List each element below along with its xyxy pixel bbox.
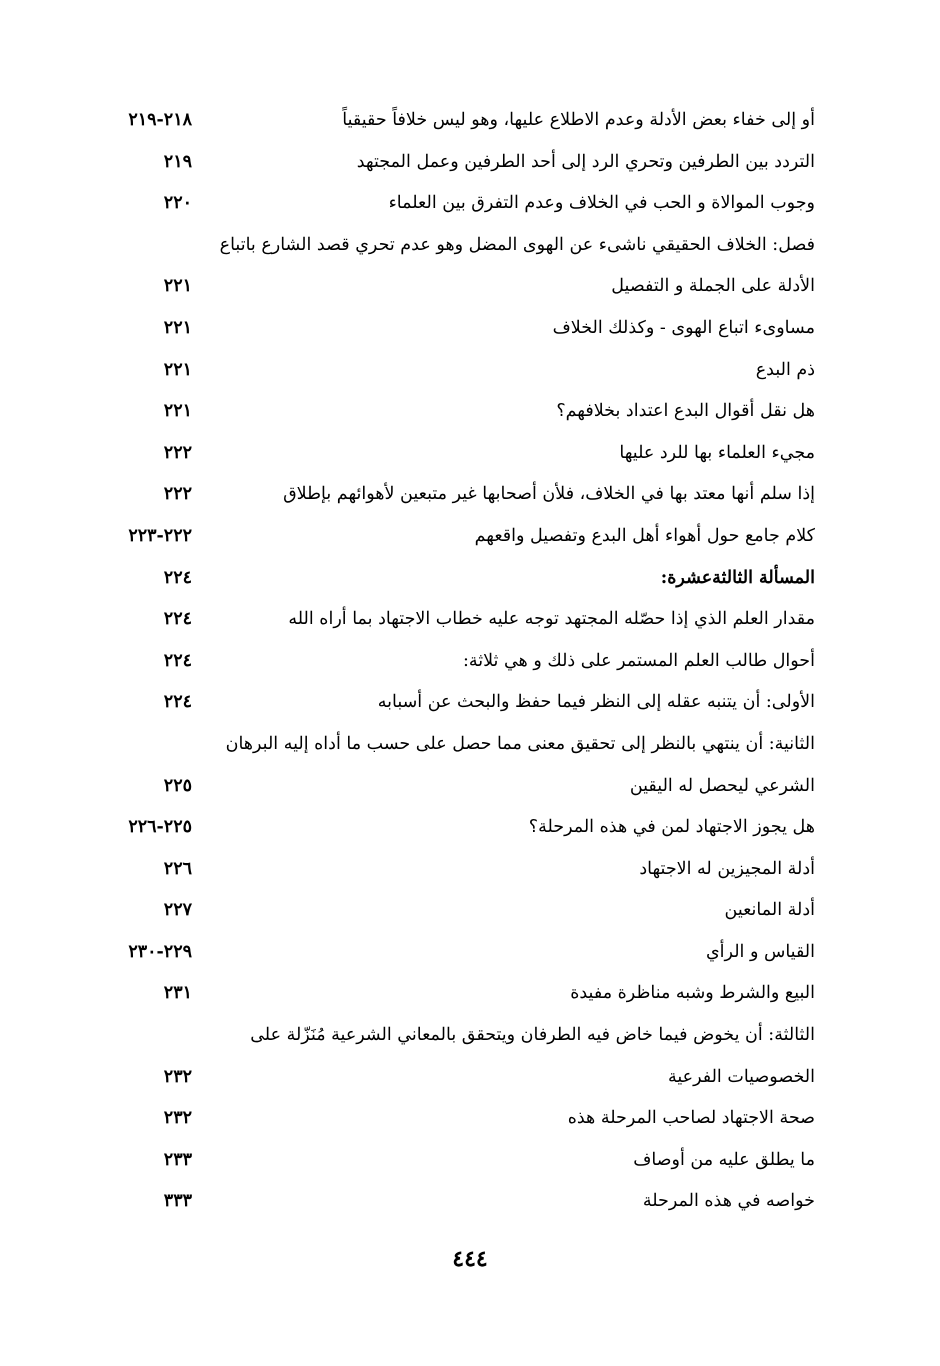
toc-entry [100,641,815,683]
toc-entry-page: ٢٣٢ [163,1108,192,1129]
toc-entry-page: ٢٢٧ [163,900,192,921]
toc-entry [100,558,815,600]
toc-entry-page: ٢٢٢-٢٢٣ [128,525,192,546]
toc-entry [100,973,815,1015]
toc-entry-title: أدلة المانعين [724,900,815,921]
toc-entry-page: ٢٢٤ [163,567,192,588]
toc-entry [100,1098,815,1140]
toc-entry-title: فصل: الخلاف الحقيقي ناشىء عن الهوى المضل وهو عدم تحري قصد الشارع باتباع [219,234,815,255]
toc-entry [100,724,815,766]
toc-entry [100,807,815,849]
toc-entry [100,266,815,308]
toc-entry [100,1015,815,1057]
toc-entry-page: ٢٣١ [163,983,192,1004]
toc-entry-page: ٢٢١ [163,276,192,297]
toc-entry-page: ٢٢١ [163,317,192,338]
toc-entry-page: ٢٢١ [163,359,192,380]
toc-entry-page: ٢٢١ [163,401,192,422]
toc-entry [100,183,815,225]
toc-entry-page: ٢٣٢ [163,1066,192,1087]
toc-entry-title: ما يطلق عليه من أوصاف [633,1149,815,1170]
toc-entry-title: الأولى: أن يتنبه عقله إلى النظر فيما حفظ والبحث عن أسبابه [377,692,815,713]
toc-entry [100,308,815,350]
toc-entry-title: الخصوصيات الفرعية [667,1066,815,1087]
toc-entry-title: الأدلة على الجملة و التفصيل [611,276,815,297]
toc-entry [100,516,815,558]
toc-entry-page: ٢٢٦ [163,858,192,879]
toc-entry [100,142,815,184]
toc-entry-title: مقدار العلم الذي إذا حصّله المجتهد توجه عليه خطاب الاجتهاد بما أراه الله [288,609,815,630]
toc-entry-page: ٢٢٤ [163,609,192,630]
toc-entry-title: وجوب الموالاة و الحب في الخلاف وعدم التفرق بين العلماء [388,193,815,214]
toc-entry [100,350,815,392]
toc-entry [100,890,815,932]
toc-entry-page: ٢٣٣ [163,1149,192,1170]
toc-section-heading: المسألة الثالثةعشرة: [660,567,815,588]
toc-entry-page: ٢٢٢ [163,484,192,505]
toc-entry-title: التردد بين الطرفين وتحري الرد إلى أحد الطرفين وعمل المجتهد [356,151,815,172]
toc-entry-page: ٢٢٩-٢٣٠ [128,941,192,962]
toc-entry-title: أو إلى خفاء بعض الأدلة وعدم الاطلاع عليها، وهو ليس خلافاً حقيقياً [342,110,815,130]
toc-entry-title: أحوال طالب العلم المستمر على ذلك و هي ثلاثة: [462,650,815,671]
toc-entry [100,766,815,808]
toc-entry-page: ٢٢٢ [163,442,192,463]
toc-entry-title: إذا سلم أنها معتد بها في الخلاف، فلأن أصحابها غير متبعين لأهوائهم بإطلاق [283,484,815,505]
toc-entry-title: هل يجوز الاجتهاد لمن في هذه المرحلة؟ [528,817,815,838]
toc-entry [100,682,815,724]
toc-entry [100,391,815,433]
toc-entry-title: الثانية: أن ينتهي بالنظر إلى تحقيق معنى مما حصل على حسب ما أداه إليه البرهان [225,733,815,754]
toc-entry [100,1057,815,1099]
toc-entry-page: ٢٢٠ [163,193,192,214]
toc-entry-title: أدلة المجيزين له الاجتهاد [639,858,815,879]
toc-entry [100,932,815,974]
toc-entry [100,474,815,516]
toc-entry-title: هل نقل أقوال البدع اعتداد بخلافهم؟ [556,401,815,422]
toc-entry-title: ذم البدع [755,359,815,380]
toc-entry-page: ٣٣٣ [163,1191,192,1212]
toc-entry [100,433,815,475]
table-of-contents [100,100,815,1223]
toc-entry-page: ٢٢٥ [163,775,192,796]
toc-entry-page: ٢٢٤ [163,650,192,671]
toc-entry-title: كلام جامع حول أهواء أهل البدع وتفصيل واقعهم [474,525,815,546]
toc-entry-page: ٢٢٥-٢٢٦ [128,817,192,838]
toc-entry-title: الشرعي ليحصل له اليقين [629,775,815,796]
toc-entry [100,100,815,142]
toc-entry-page: ٢٢٤ [163,692,192,713]
toc-entry-title: صحة الاجتهاد لصاحب المرحلة هذه [567,1108,815,1129]
toc-entry [100,225,815,267]
toc-entry [100,1140,815,1182]
toc-entry [100,849,815,891]
page-number: ٤٤٤ [452,1246,488,1272]
toc-entry-page: ٢١٩ [163,151,192,172]
toc-entry [100,599,815,641]
toc-entry-title: الثالثة: أن يخوض فيما خاض فيه الطرفان ويتحقق بالمعاني الشرعية مُنَزّلة على [250,1025,815,1046]
toc-entry-title: القياس و الرأي [705,941,815,962]
toc-entry-title: خواصه في هذه المرحلة [642,1191,815,1212]
toc-entry [100,1181,815,1223]
toc-entry-page: ٢١٨-٢١٩ [128,110,192,130]
toc-entry-title: مجيء العلماء بها للرد عليها [619,442,815,463]
toc-entry-title: مساوىء اتباع الهوى - وكذلك الخلاف [552,317,815,338]
toc-entry-title: البيع والشرط وشبه مناظرة مفيدة [570,983,815,1004]
